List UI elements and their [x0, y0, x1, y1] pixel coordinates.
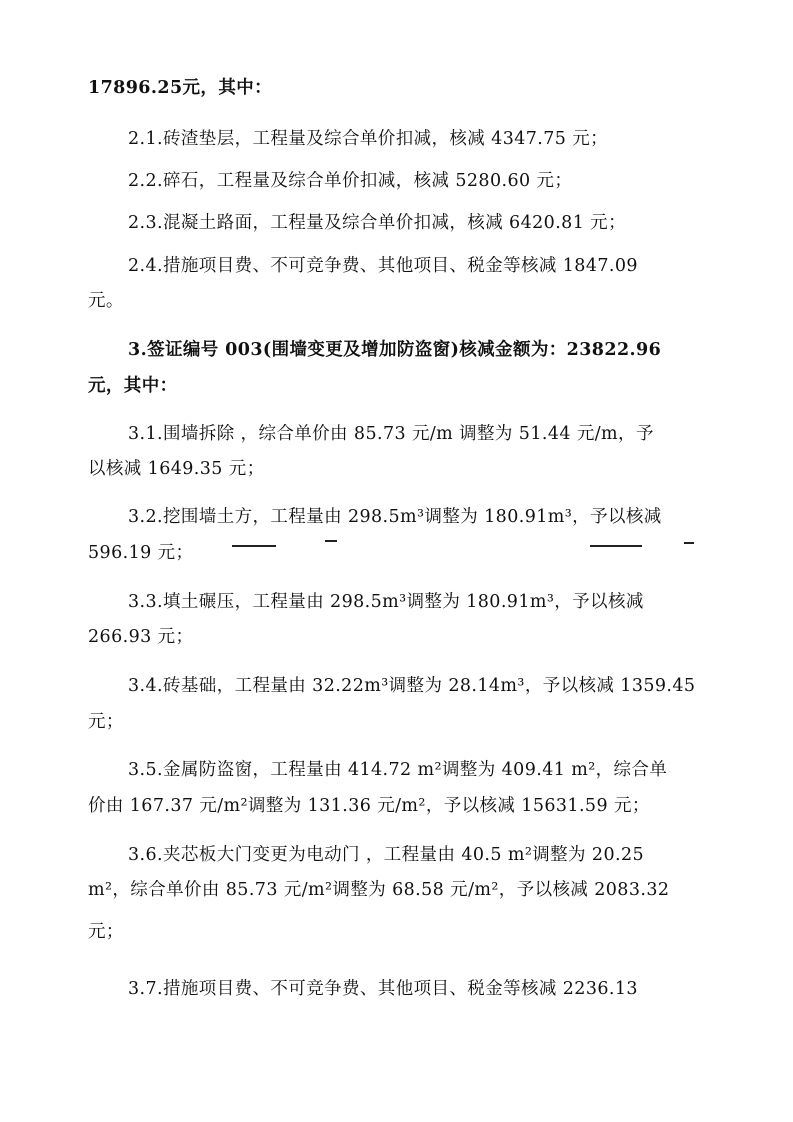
item-3-6-line2: m²，综合单价由 85.73 元/m²调整为 68.58 元/m²，予以核减 2083.32	[88, 880, 670, 900]
item-3-1-line1: 3.1.围墙拆除 ，综合单价由 85.73 元/m 调整为 51.44 元/m，予	[128, 424, 654, 444]
stray-mark	[325, 540, 337, 542]
item-2-3: 2.3.混凝土路面，工程量及综合单价扣减，核减 6420.81 元；	[128, 213, 626, 233]
amount-total-line: 17896.25元，其中：	[88, 78, 273, 98]
item-3-5-line2: 价由 167.37 元/m²调整为 131.36 元/m²，予以核减 15631.59 元；	[88, 796, 650, 816]
item-3-2-line1: 3.2.挖围墙土方，工程量由 298.5m³调整为 180.91m³，予以核减	[128, 507, 662, 527]
item-3-2-line2: 596.19 元；	[88, 543, 194, 563]
item-3-7-line1: 3.7.措施项目费、不可竞争费、其他项目、税金等核减 2236.13	[128, 979, 638, 999]
item-3-4-line2: 元；	[88, 712, 124, 732]
stray-mark	[684, 542, 694, 544]
item-3-3-line1: 3.3.填土碾压，工程量由 298.5m³调整为 180.91m³，予以核减	[128, 592, 644, 612]
item-3-1-line2: 以核减 1649.35 元；	[88, 459, 265, 479]
item-2-4-line1: 2.4.措施项目费、不可竞争费、其他项目、税金等核减 1847.09	[128, 256, 638, 276]
item-3-3-line2: 266.93 元；	[88, 627, 194, 647]
stray-mark	[590, 545, 642, 547]
item-2-4-line2: 元。	[88, 291, 124, 311]
item-3-4-line1: 3.4.砖基础，工程量由 32.22m³调整为 28.14m³，予以核减 1359.45	[128, 676, 696, 696]
item-3-5-line1: 3.5.金属防盗窗，工程量由 414.72 m²调整为 409.41 m²，综合单	[128, 760, 668, 780]
item-2-2: 2.2.碎石，工程量及综合单价扣减，核减 5280.60 元；	[128, 171, 573, 191]
item-3-6-line1: 3.6.夹芯板大门变更为电动门 ，工程量由 40.5 m²调整为 20.25	[128, 845, 645, 865]
item-2-1: 2.1.砖渣垫层，工程量及综合单价扣减，核减 4347.75 元；	[128, 129, 609, 149]
item-3-6-line3: 元；	[88, 922, 124, 942]
section-3-heading-line1: 3.签证编号 003(围墙变更及增加防盗窗)核减金额为：23822.96	[128, 340, 662, 360]
stray-mark	[232, 545, 276, 547]
section-3-heading-line2: 元，其中：	[88, 376, 178, 396]
